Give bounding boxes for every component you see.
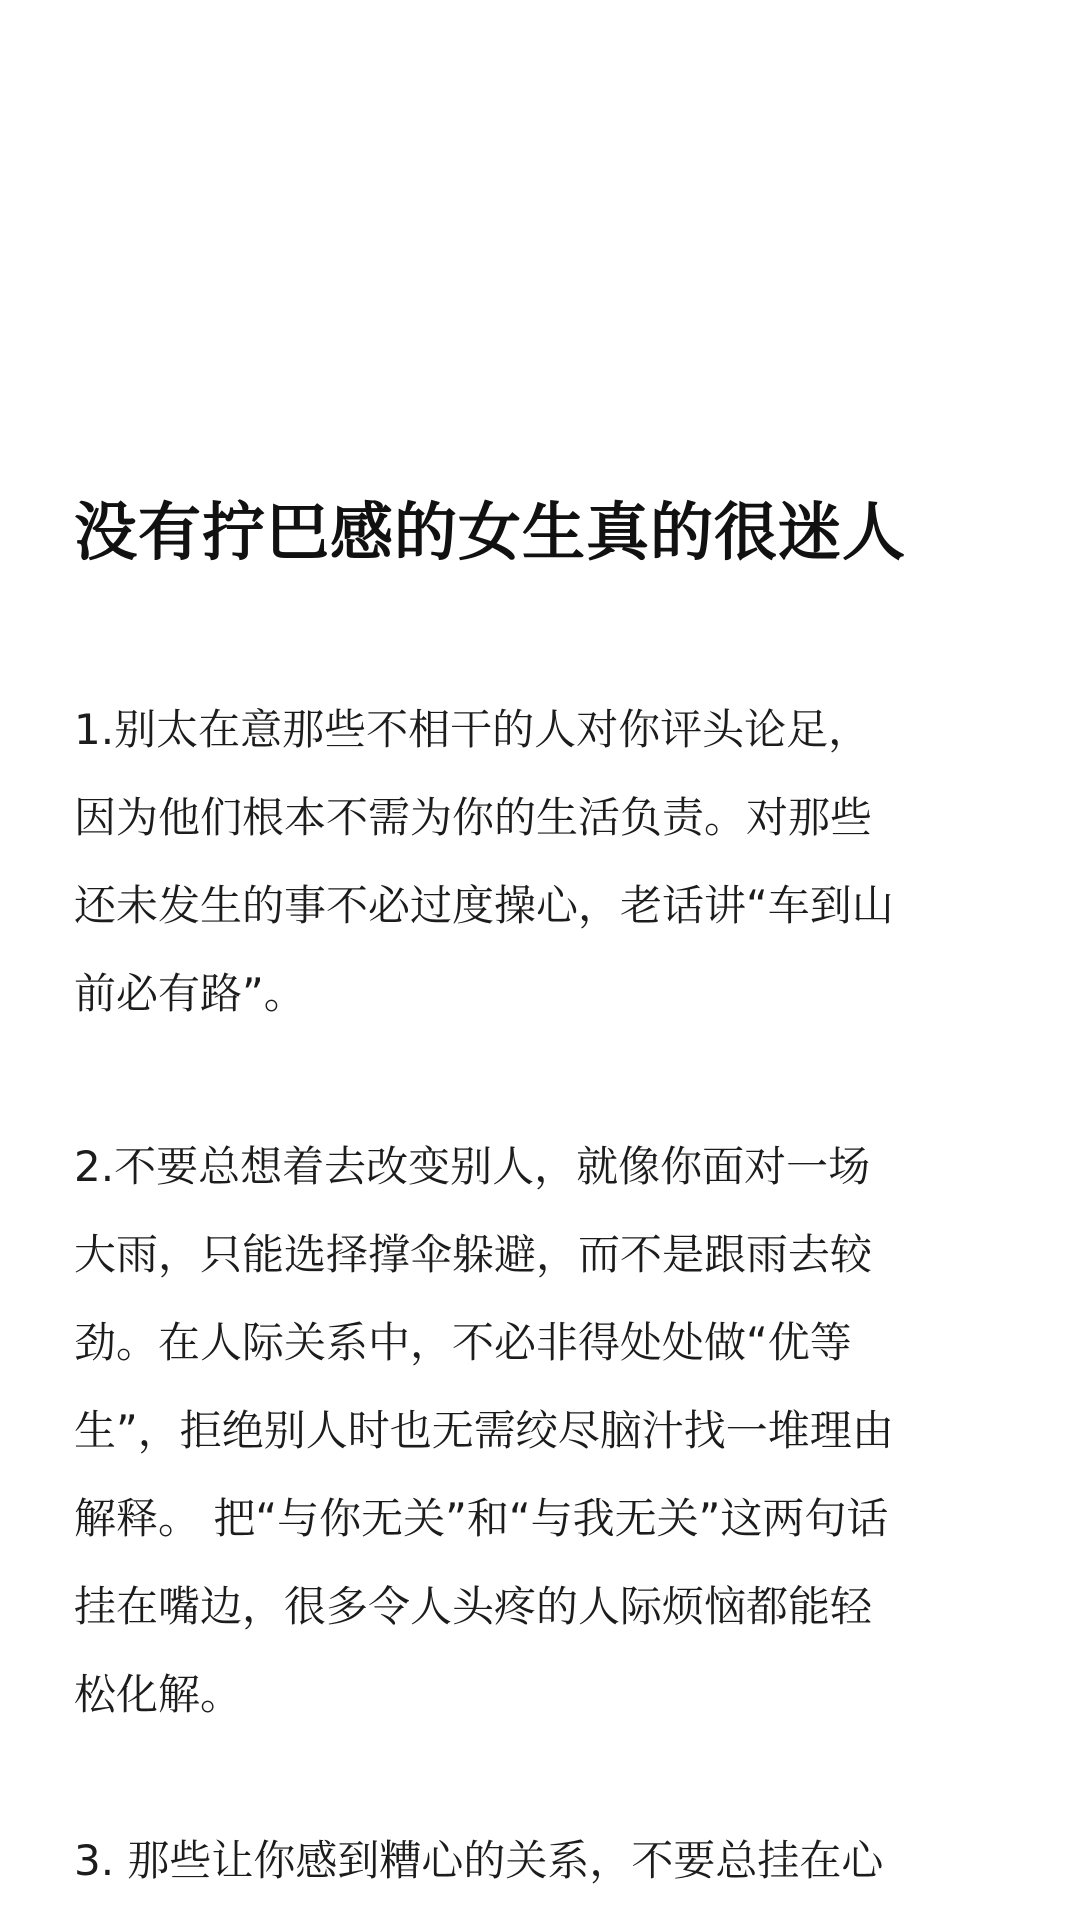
article-body — [74, 488, 1014, 1885]
article-title: 没有拧巴感的女生真的很迷人 — [74, 496, 906, 569]
paragraph-2: 2.不要总想着去改变别人，就像你面对一场 大雨，只能选择撑伞躲避，而不是跟雨去较 劲。在人际关系中，不必非得处处做“优等 生”，拒绝别人时也无需绞尽脑汁找一堆理由 解释。 把“与你无关”和“与我无关”这两句话 挂在嘴边，很多令人头疼的人际烦恼都能轻 松化解。 — [74, 1142, 894, 1719]
paragraph-3: 3. 那些让你感到糟心的关系，不要总挂在心 — [74, 1836, 884, 1885]
paragraph-1: 1.别太在意那些不相干的人对你评头论足， 因为他们根本不需为你的生活负责。对那些 还未发生的事不必过度操心，老话讲“车到山 前必有路”。 — [74, 705, 894, 1018]
